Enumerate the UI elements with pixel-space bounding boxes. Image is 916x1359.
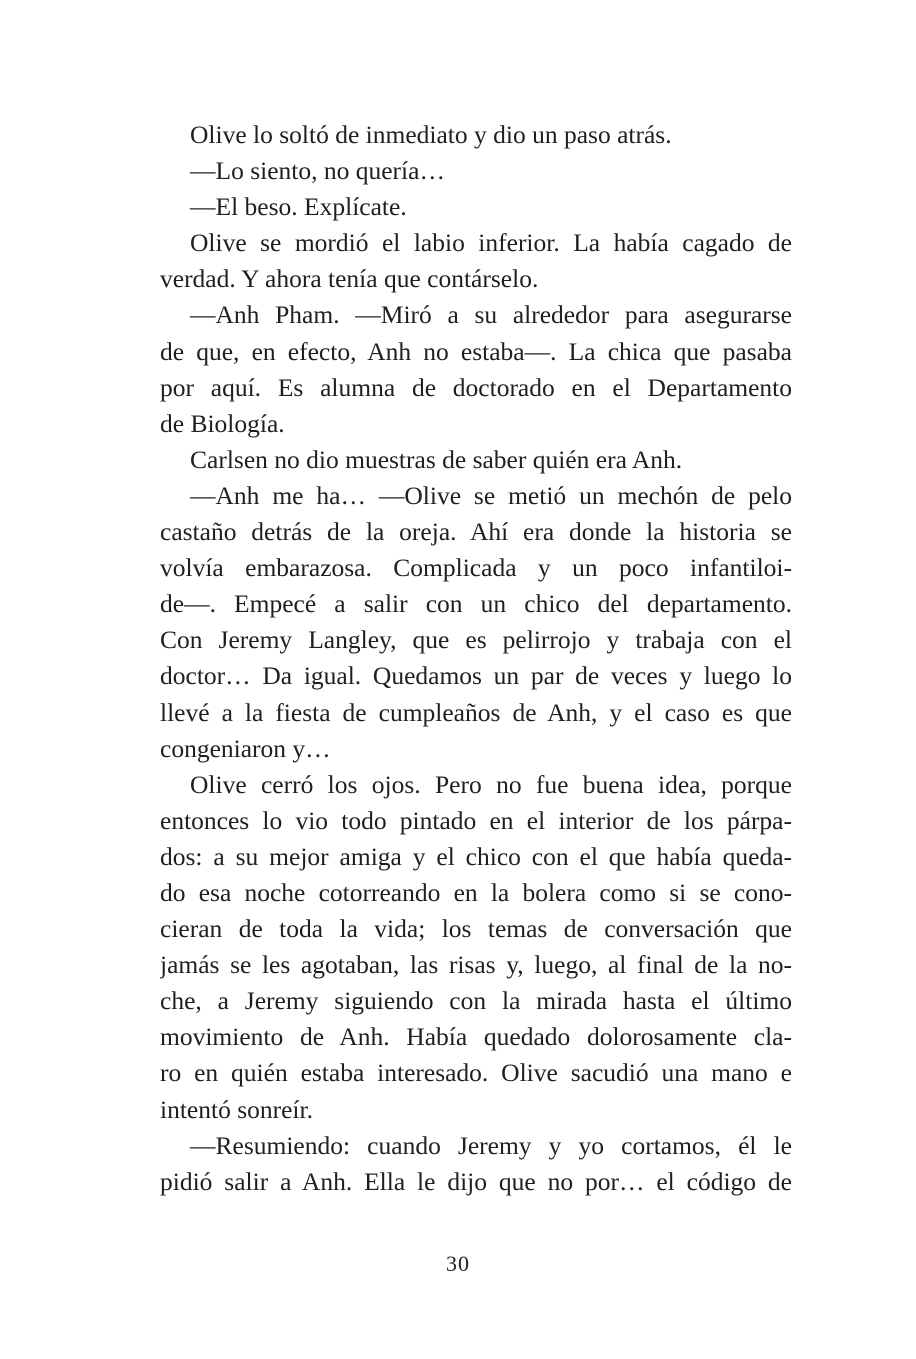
text-line: volvía embarazosa. Complicada y un poco infantiloi-: [160, 553, 792, 583]
text-line: —Anh me ha… —Olive se metió un mechón de pelo: [190, 480, 792, 510]
text-line: —Resumiendo: cuando Jeremy y yo cortamos, él le: [190, 1130, 792, 1160]
text-line: Con Jeremy Langley, que es pelirrojo y trabaja con el: [160, 625, 792, 655]
text-line: doctor… Da igual. Quedamos un par de veces y luego lo: [160, 661, 792, 691]
text-line: dos: a su mejor amiga y el chico con el que había queda-: [160, 841, 792, 871]
text-line: Olive cerró los ojos. Pero no fue buena idea, porque: [190, 769, 792, 799]
text-line: Olive lo soltó de inmediato y dio un paso atrás.: [190, 120, 672, 149]
body-text: [160, 117, 792, 1200]
text-line: ro en quién estaba interesado. Olive sacudió una mano e: [160, 1058, 792, 1088]
text-line: che, a Jeremy siguiendo con la mirada hasta el último: [160, 986, 792, 1016]
text-line: de—. Empecé a salir con un chico del departamento.: [160, 589, 792, 619]
text-line: —Lo siento, no quería…: [190, 156, 445, 186]
text-line: pidió salir a Anh. Ella le dijo que no por… el código de: [160, 1166, 792, 1196]
text-line: llevé a la fiesta de cumpleaños de Anh, y el caso es que: [160, 697, 792, 727]
paragraph: [160, 225, 792, 297]
paragraph: [160, 1128, 792, 1200]
paragraph: [160, 117, 792, 153]
text-line: verdad. Y ahora tenía que contárselo.: [160, 264, 539, 294]
text-line: de que, en efecto, Anh no estaba—. La chica que pasaba: [160, 336, 792, 366]
text-line: cieran de toda la vida; los temas de conversación que: [160, 914, 792, 944]
text-line: por aquí. Es alumna de doctorado en el Departamento: [160, 372, 792, 402]
text-line: de Biología.: [160, 408, 285, 438]
page-number: 30: [446, 1251, 470, 1276]
paragraph: [160, 478, 792, 767]
text-line: Olive se mordió el labio inferior. La había cagado de: [190, 228, 792, 258]
text-line: intentó sonreír.: [160, 1094, 313, 1124]
paragraph: [160, 767, 792, 1128]
text-line: do esa noche cotorreando en la bolera como si se cono-: [160, 877, 792, 907]
text-line: —El beso. Explícate.: [190, 192, 407, 222]
paragraph: [160, 442, 792, 478]
paragraph: [160, 153, 792, 189]
text-line: entonces lo vio todo pintado en el interior de los párpa-: [160, 805, 792, 835]
text-line: jamás se les agotaban, las risas y, luego, al final de la no-: [160, 950, 792, 980]
text-line: castaño detrás de la oreja. Ahí era donde la historia se: [160, 517, 792, 547]
text-line: congeniaron y…: [160, 733, 331, 763]
text-line: movimiento de Anh. Había quedado dolorosamente cla-: [160, 1022, 792, 1052]
paragraph: [160, 297, 792, 441]
paragraph: [160, 189, 792, 225]
text-line: Carlsen no dio muestras de saber quién era Anh.: [190, 444, 683, 474]
text-line: —Anh Pham. —Miró a su alrededor para asegurarse: [190, 300, 792, 330]
